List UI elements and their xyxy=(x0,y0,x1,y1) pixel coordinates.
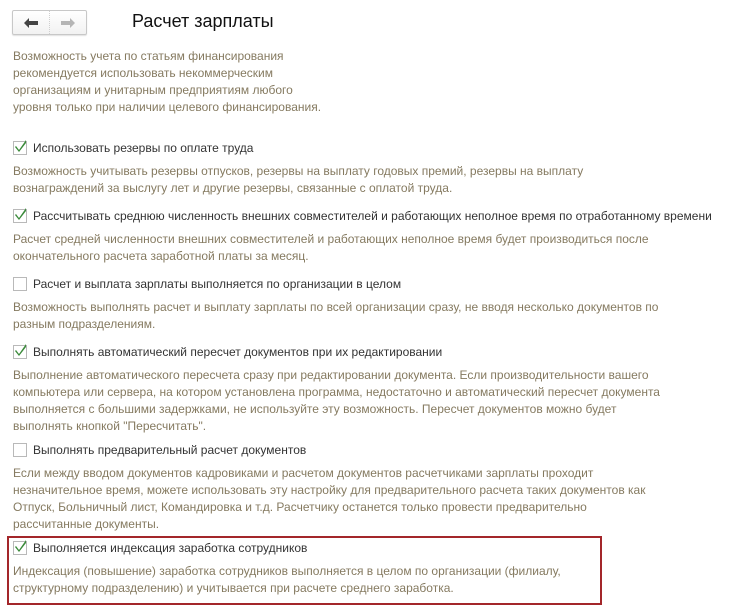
option-description xyxy=(13,563,561,597)
org-wide-payroll-checkbox[interactable] xyxy=(13,277,27,291)
description-line: Возможность учитывать резервы отпусков, резервы на выплату годовых премий, резервы на выплату xyxy=(13,164,584,178)
history-nav xyxy=(12,10,87,35)
description-line: рассчитанные документы. xyxy=(13,517,160,531)
intro-line: Возможность учета по статьям финансирования xyxy=(13,49,284,63)
option-average-headcount xyxy=(13,207,712,265)
description-line: окончательного расчета заработной платы за месяц. xyxy=(13,249,309,263)
description-line: разным подразделениям. xyxy=(13,317,156,331)
forward-button[interactable] xyxy=(49,11,86,34)
checkmark-icon xyxy=(14,139,28,153)
description-line: компьютера или сервера, на котором установлена программа, недостаточно и автоматический пересчет документа xyxy=(13,385,660,399)
option-description xyxy=(13,163,583,197)
arrow-left-icon xyxy=(24,18,38,28)
checkmark-icon xyxy=(14,343,28,357)
description-line: выполняется с большими задержками, не используйте эту возможность. Пересчет документов можно будет xyxy=(13,402,617,416)
intro-line: организациям и унитарным предприятиям любого xyxy=(13,83,293,97)
option-use-reserves xyxy=(13,139,583,197)
option-description xyxy=(13,299,658,333)
option-label[interactable]: Расчет и выплата зарплаты выполняется по организации в целом xyxy=(33,277,402,291)
option-label[interactable]: Выполнять предварительный расчет документов xyxy=(33,443,307,457)
option-description xyxy=(13,231,712,265)
option-label[interactable]: Выполняется индексация заработка сотрудников xyxy=(33,541,308,555)
intro-line: рекомендуется использовать некоммерческим xyxy=(13,66,274,80)
option-label[interactable]: Использовать резервы по оплате труда xyxy=(33,141,254,155)
option-description xyxy=(13,465,645,533)
page-title: Расчет зарплаты xyxy=(132,11,274,31)
checkmark-icon xyxy=(14,539,28,553)
option-auto-recalc xyxy=(13,343,660,435)
option-label[interactable]: Рассчитывать среднюю численность внешних совместителей и работающих неполное время по отработанному времени xyxy=(33,209,712,223)
checkmark-icon xyxy=(14,207,28,221)
description-line: структурному подразделению) и учитывается при расчете среднего заработка. xyxy=(13,581,454,595)
description-line: Выполнение автоматического пересчета сразу при редактировании документа. Если производительности вашего xyxy=(13,368,649,382)
description-line: Индексация (повышение) заработка сотрудников выполняется в целом по организации (филиалу, xyxy=(13,564,561,578)
intro-line: уровня только при наличии целевого финансирования. xyxy=(13,100,322,114)
back-button[interactable] xyxy=(13,11,49,34)
description-line: Возможность выполнять расчет и выплату зарплаты по всей организации сразу, не вводя несколько документов по xyxy=(13,300,659,314)
description-line: выполнять кнопкой "Пересчитать". xyxy=(13,419,207,433)
intro-description xyxy=(13,48,353,116)
preliminary-calc-checkbox[interactable] xyxy=(13,443,27,457)
arrow-right-icon xyxy=(61,18,75,28)
option-preliminary-calc xyxy=(13,441,645,533)
use-reserves-checkbox[interactable] xyxy=(13,141,27,155)
option-label[interactable]: Выполнять автоматический пересчет документов при их редактировании xyxy=(33,345,443,359)
description-line: Расчет средней численности внешних совместителей и работающих неполное время будет производиться после xyxy=(13,232,649,246)
description-line: Отпуск, Больничный лист, Командировка и т.д. Расчетчику останется только провести предварительно xyxy=(13,500,587,514)
description-line: незначительное время, можете использовать эту настройку для предварительного расчета таких документов как xyxy=(13,483,646,497)
option-description xyxy=(13,367,660,435)
auto-recalc-checkbox[interactable] xyxy=(13,345,27,359)
option-org-wide-payroll xyxy=(13,275,658,333)
average-headcount-checkbox[interactable] xyxy=(13,209,27,223)
salary-indexation-checkbox[interactable] xyxy=(13,541,27,555)
description-line: вознаграждений за выслугу лет и другие резервы, связанные с оплатой труда. xyxy=(13,181,453,195)
description-line: Если между вводом документов кадровиками и расчетом документов расчетчиками зарплаты проходит xyxy=(13,466,594,480)
option-salary-indexation xyxy=(13,539,561,597)
